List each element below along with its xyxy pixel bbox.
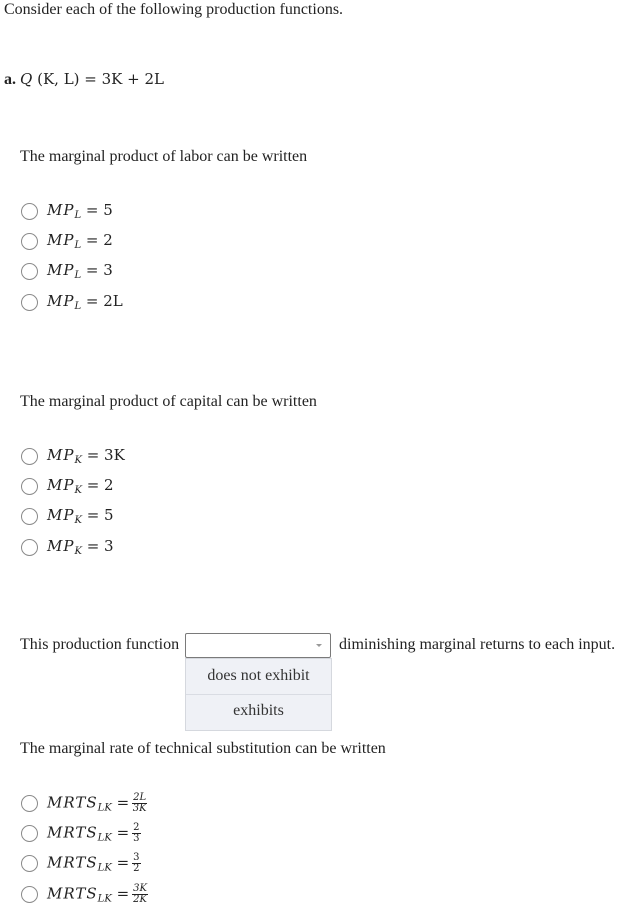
mpl-option-3[interactable]: $MP_L = 3$ bbox=[21, 260, 113, 282]
radio-button[interactable] bbox=[21, 263, 38, 280]
mpl-option-2[interactable]: $MP_L = 2$ bbox=[21, 230, 113, 252]
radio-button[interactable] bbox=[21, 448, 38, 465]
part-a-label: a. bbox=[4, 71, 16, 88]
mpl-option-1[interactable]: $MP_L = 5$ bbox=[21, 200, 113, 222]
mpk-prompt: The marginal product of capital can be written bbox=[20, 393, 317, 410]
mpl-option-4[interactable]: $MP_L = 2L$ bbox=[21, 291, 123, 313]
radio-button[interactable] bbox=[21, 203, 38, 220]
mrts-option-2[interactable]: $MRTS_{LK}$ = $\frac{2}{3}$ bbox=[21, 822, 141, 844]
returns-dropdown[interactable] bbox=[185, 633, 331, 658]
radio-button[interactable] bbox=[21, 855, 38, 872]
dropdown-option-does-not-exhibit[interactable]: does not exhibit bbox=[207, 667, 310, 684]
menu-divider bbox=[186, 694, 331, 695]
mpl-prompt: The marginal product of labor can be written bbox=[20, 148, 308, 165]
returns-dropdown-menu bbox=[185, 658, 332, 731]
radio-button[interactable] bbox=[21, 508, 38, 525]
returns-sentence-end: diminishing marginal returns to each input. bbox=[339, 636, 616, 653]
production-function: Q (K, L) = 3K + 2L bbox=[20, 70, 164, 88]
mpk-option-2[interactable]: $MP_K = 2$ bbox=[21, 475, 114, 497]
mpk-option-3[interactable]: $MP_K = 5$ bbox=[21, 505, 114, 527]
question-intro: Consider each of the following production functions. bbox=[4, 1, 344, 18]
dropdown-option-exhibits[interactable]: exhibits bbox=[233, 702, 284, 719]
mrts-option-4[interactable]: $MRTS_{LK}$ = $\frac{3K}{2K}$ bbox=[21, 883, 148, 905]
chevron-down-icon bbox=[316, 644, 322, 647]
radio-button[interactable] bbox=[21, 539, 38, 556]
part-a-heading bbox=[4, 70, 164, 89]
radio-button[interactable] bbox=[21, 478, 38, 495]
mrts-option-3[interactable]: $MRTS_{LK}$ = $\frac{3}{2}$ bbox=[21, 852, 141, 874]
radio-button[interactable] bbox=[21, 233, 38, 250]
returns-sentence-start: This production function bbox=[20, 636, 180, 653]
radio-button[interactable] bbox=[21, 825, 38, 842]
mpk-option-4[interactable]: $MP_K = 3$ bbox=[21, 536, 114, 558]
radio-button[interactable] bbox=[21, 294, 38, 311]
radio-button[interactable] bbox=[21, 886, 38, 903]
radio-button[interactable] bbox=[21, 795, 38, 812]
mrts-prompt: The marginal rate of technical substitution can be written bbox=[20, 740, 386, 757]
mpk-option-1[interactable]: $MP_K = 3K$ bbox=[21, 445, 125, 467]
mrts-option-1[interactable]: $MRTS_{LK}$ = $\frac{2L}{3K}$ bbox=[21, 792, 147, 814]
